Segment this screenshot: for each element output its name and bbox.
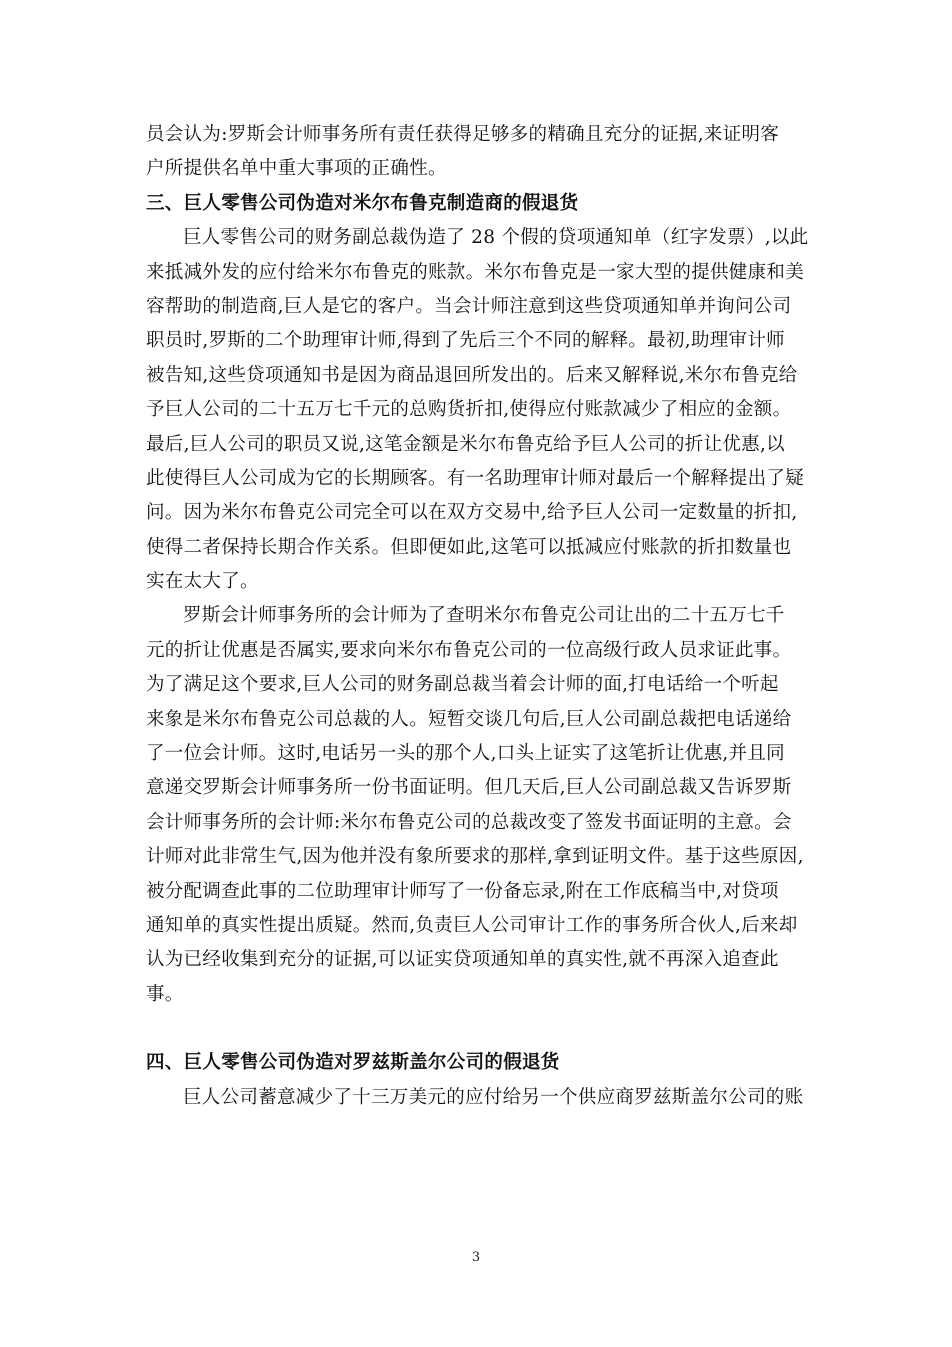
text-line: 户所提供名单中重大事项的正确性。 <box>146 158 447 180</box>
text-line: 罗斯会计师事务所的会计师为了查明米尔布鲁克公司让出的二十五万七千 <box>183 605 785 627</box>
text-line: 最后,巨人公司的职员又说,这笔金额是米尔布鲁克给予巨人公司的折让优惠,以 <box>146 433 785 455</box>
text-line: 来抵减外发的应付给米尔布鲁克的账款。米尔布鲁克是一家大型的提供健康和美 <box>146 261 805 283</box>
text-line: 计师对此非常生气,因为他并没有象所要求的那样,拿到证明文件。基于这些原因, <box>146 846 804 868</box>
text-line: 认为已经收集到充分的证据,可以证实贷项通知单的真实性,就不再深入追查此 <box>146 949 779 971</box>
text-line: 会计师事务所的会计师:米尔布鲁克公司的总裁改变了签发书面证明的主意。会 <box>146 811 792 833</box>
section3-paragraph-1 <box>146 221 810 599</box>
text-line: 被分配调查此事的二位助理审计师写了一份备忘录,附在工作底稿当中,对贷项 <box>146 880 779 902</box>
text-line: 为了满足这个要求,巨人公司的财务副总裁当着会计师的面,打电话给一个听起 <box>146 674 779 696</box>
section3-paragraph-2 <box>146 599 810 1012</box>
text-line: 使得二者保持长期合作关系。但即便如此,这笔可以抵减应付账款的折扣数量也 <box>146 536 792 558</box>
section-heading-3: 三、巨人零售公司伪造对米尔布鲁克制造商的假退货 <box>146 192 579 214</box>
page-number: 3 <box>471 1250 481 1265</box>
text-line: 通知单的真实性提出质疑。然而,负责巨人公司审计工作的事务所合伙人,后来却 <box>146 914 798 936</box>
text-line: 被告知,这些贷项通知书是因为商品退回所发出的。后来又解释说,米尔布鲁克给 <box>146 364 798 386</box>
section4-paragraph-1 <box>146 1081 810 1115</box>
section-heading-4: 四、巨人零售公司伪造对罗兹斯盖尔公司的假退货 <box>146 1052 560 1074</box>
text-line: 职员时,罗斯的二个助理审计师,得到了先后三个不同的解释。最初,助理审计师 <box>146 330 785 352</box>
text-line: 此使得巨人公司成为它的长期顾客。有一名助理审计师对最后一个解释提出了疑 <box>146 467 805 489</box>
text-line: 予巨人公司的二十五万七千元的总购货折扣,使得应付账款减少了相应的金额。 <box>146 399 792 421</box>
text-line: 员会认为:罗斯会计师事务所有责任获得足够多的精确且充分的证据,来证明客 <box>146 124 780 145</box>
text-line: 了一位会计师。这时,电话另一头的那个人,口头上证实了这笔折让优惠,并且同 <box>146 743 785 765</box>
text-line: 实在太大了。 <box>146 571 259 593</box>
text-line: 意递交罗斯会计师事务所一份书面证明。但几天后,巨人公司副总裁又告诉罗斯 <box>146 777 792 799</box>
text-line: 巨人公司蓄意减少了十三万美元的应付给另一个供应商罗兹斯盖尔公司的账 <box>183 1086 804 1108</box>
continuation-paragraph <box>146 118 810 187</box>
text-line: 元的折让优惠是否属实,要求向米尔布鲁克公司的一位高级行政人员求证此事。 <box>146 639 792 661</box>
text-line: 问。因为米尔布鲁克公司完全可以在双方交易中,给予巨人公司一定数量的折扣, <box>146 502 798 524</box>
text-line: 事。 <box>146 983 184 1005</box>
section-spacer <box>146 1012 810 1046</box>
text-line: 容帮助的制造商,巨人是它的客户。当会计师注意到这些贷项通知单并询问公司 <box>146 295 792 317</box>
text-line: 来象是米尔布鲁克公司总裁的人。短暂交谈几句后,巨人公司副总裁把电话递给 <box>146 708 792 730</box>
text-line: 巨人零售公司的财务副总裁伪造了 28 个假的贷项通知单（红字发票）,以此 <box>183 227 809 249</box>
document-page <box>146 118 810 1115</box>
